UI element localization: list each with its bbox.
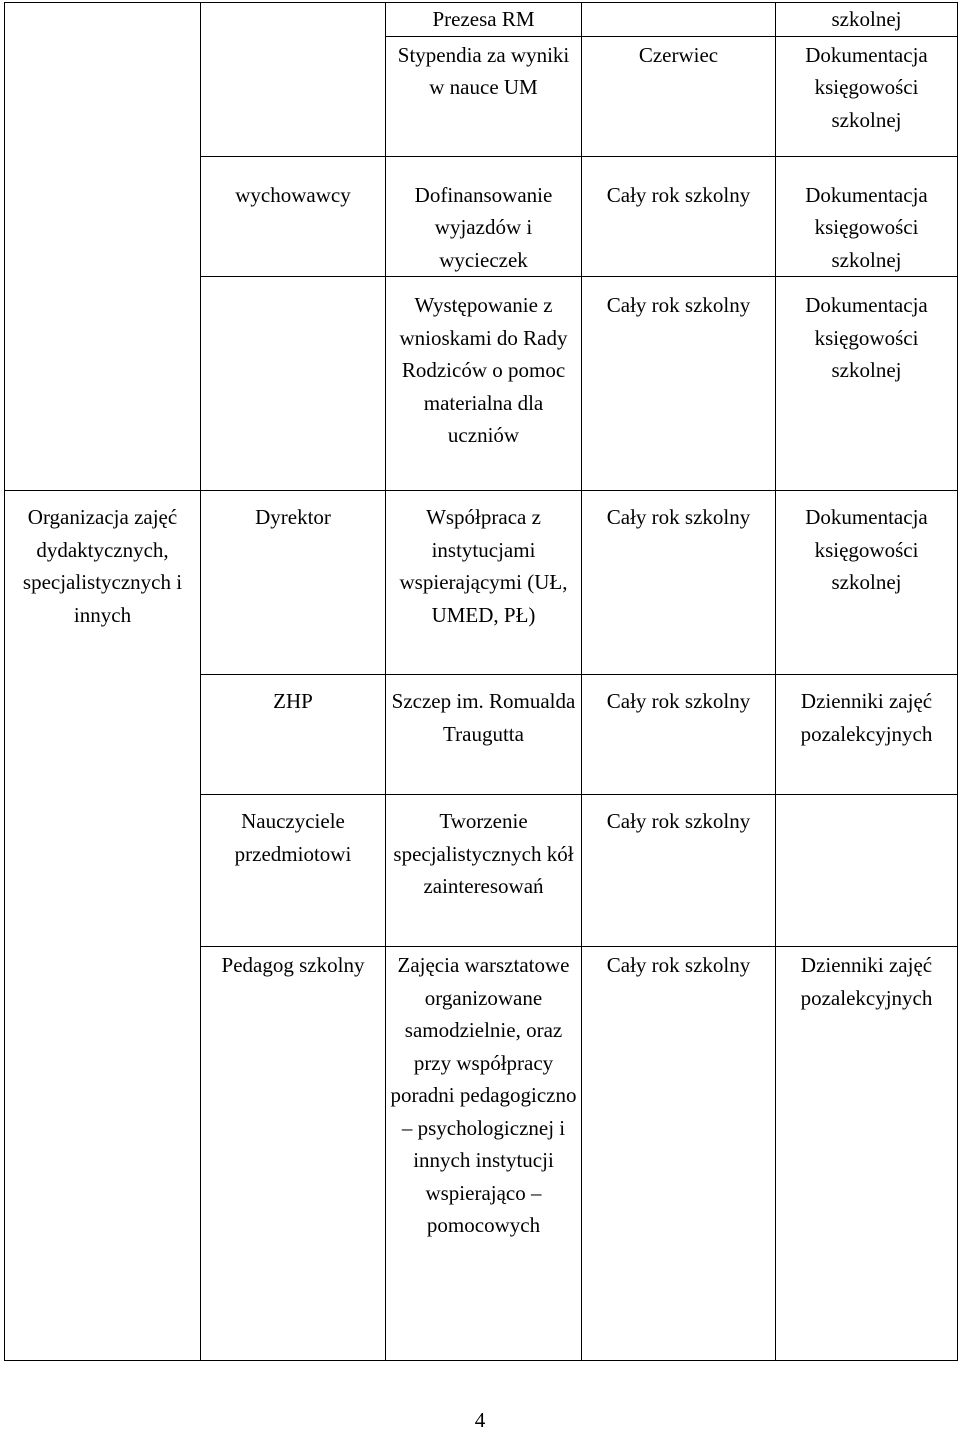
cell-task: Współpraca z instytucjami wspierającymi (UŁ, UMED, PŁ) bbox=[386, 491, 582, 675]
cell-deadline: Cały rok szkolny bbox=[582, 156, 776, 277]
cell-task: Zajęcia warsztatowe organizowane samodzielnie, oraz przy współpracy poradni pedagogiczno – psychologicznej i innych instytucji wspierająco – pomocowych bbox=[386, 947, 582, 1361]
cell-documentation: szkolnej bbox=[776, 3, 958, 37]
page-number: 4 bbox=[474, 1408, 486, 1432]
cell-documentation: Dokumentacja księgowości szkolnej bbox=[776, 491, 958, 675]
cell-task: Szczep im. Romualda Traugutta bbox=[386, 675, 582, 795]
cell-documentation: Dzienniki zajęć pozalekcyjnych bbox=[776, 947, 958, 1361]
cell-responsible: Pedagog szkolny bbox=[201, 947, 386, 1361]
cell-deadline: Cały rok szkolny bbox=[582, 491, 776, 675]
cell-task: Stypendia za wyniki w nauce UM bbox=[386, 36, 582, 156]
cell-deadline: Cały rok szkolny bbox=[582, 947, 776, 1361]
cell-documentation: Dokumentacja księgowości szkolnej bbox=[776, 156, 958, 277]
table-row bbox=[5, 491, 958, 675]
cell-documentation bbox=[776, 795, 958, 947]
cell-task: Występowanie z wnioskami do Rady Rodziców o pomoc materialna dla uczniów bbox=[386, 277, 582, 491]
cell-responsible: wychowawcy bbox=[201, 156, 386, 277]
cell-deadline: Cały rok szkolny bbox=[582, 675, 776, 795]
cell-task: Tworzenie specjalistycznych kół zainteresowań bbox=[386, 795, 582, 947]
cell-documentation: Dzienniki zajęć pozalekcyjnych bbox=[776, 675, 958, 795]
cell-responsible bbox=[201, 3, 386, 157]
cell-responsible: ZHP bbox=[201, 675, 386, 795]
cell-deadline: Czerwiec bbox=[582, 36, 776, 156]
cell-responsible: Nauczyciele przedmiotowi bbox=[201, 795, 386, 947]
cell-responsible bbox=[201, 277, 386, 491]
cell-area: Organizacja zajęć dydaktycznych, specjalistycznych i innych bbox=[5, 491, 201, 1361]
cell-task: Prezesa RM bbox=[386, 3, 582, 37]
cell-deadline: Cały rok szkolny bbox=[582, 277, 776, 491]
cell-task: Dofinansowanie wyjazdów i wycieczek bbox=[386, 156, 582, 277]
document-table bbox=[4, 2, 958, 1361]
cell-documentation: Dokumentacja księgowości szkolnej bbox=[776, 36, 958, 156]
cell-documentation: Dokumentacja księgowości szkolnej bbox=[776, 277, 958, 491]
cell-deadline: Cały rok szkolny bbox=[582, 795, 776, 947]
cell-deadline bbox=[582, 3, 776, 37]
cell-responsible: Dyrektor bbox=[201, 491, 386, 675]
table-row bbox=[5, 3, 958, 37]
cell-area bbox=[5, 3, 201, 491]
